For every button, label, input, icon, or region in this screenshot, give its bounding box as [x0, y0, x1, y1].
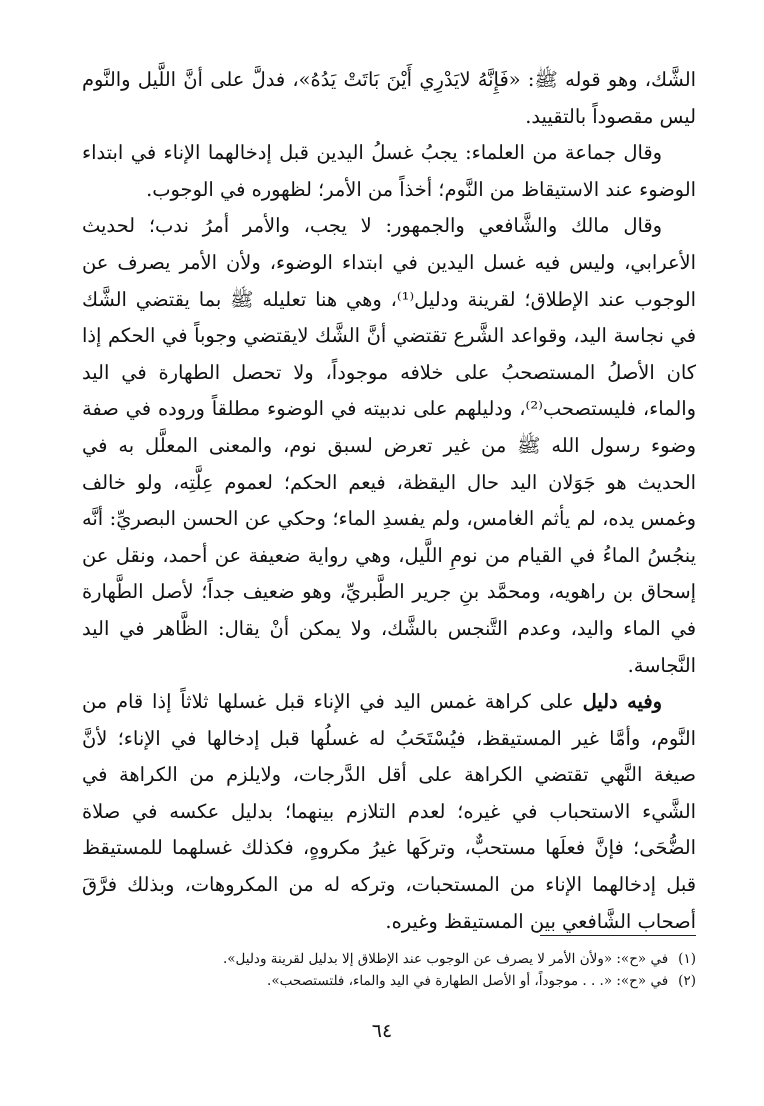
- paragraph-2: وقال جماعة من العلماء: يجبُ غسلُ اليدين قبل إدخالهما الإناء في ابتداء الوضوء عند الاستيقاظ من النَّوم؛ أخذاً من الأمر؛ لظهوره في الوجوب.: [82, 141, 696, 201]
- footnotes: [82, 948, 696, 992]
- footnote-separator: [540, 935, 696, 936]
- footnote-1-number: (١): [678, 951, 696, 967]
- footnote-2: [82, 970, 696, 992]
- footnote-1-text: في «ح»: «ولأن الأمر لا يصرف عن الوجوب عند الإطلاق إلا بدليل لقرينة ودليل».: [222, 951, 669, 967]
- footnote-1: [82, 948, 696, 970]
- footnote-2-text: في «ح»: «. . . موجوداً، أو الأصل الطهارة في اليد والماء، فلتستصحب».: [267, 973, 669, 989]
- paragraph-4-text: على كراهة غمس اليد في الإناء قبل غسلها ثلاثاً إذا قام من النَّوم، وأمَّا غير المستيقظ، فيُسْتَحَبُ له غسلُها قبل إدخالها في الإناء؛ لأنَّ صيغة النَّهي تقتضي الكراهة على أقل الدَّرجات، ولايلزم من الكراهة في الشَّيء الاستحباب في غيره؛ لعدم التلازم بينهما؛ بدليل عكسه في صلاة الضُّحَى؛ فإنَّ فعلَها مستحبٌّ، وتركَها غيرُ مكروهٍ، فكذلك غسلهما للمستيقظ قبل إدخالهما الإناء من المستحبات، وتركه له من المكروهات، وبذلك فرَّقَ أصحاب الشَّافعي بين المستيقظ وغيره.: [82, 690, 696, 933]
- page-number: ٦٤: [371, 1020, 393, 1042]
- paragraph-4: [82, 684, 696, 940]
- paragraph-4-lead: وفيه دليل: [582, 690, 662, 714]
- paragraph-1: الشَّك، وهو قوله ﷺ: «فَإِنَّهُ لايَدْرِي أَيْنَ بَاتَتْ يَدُهُ»، فدلَّ على أنَّ اللَّيل والنَّوم ليس مقصوداً بالتقييد.: [82, 68, 696, 128]
- footnote-2-number: (٢): [678, 973, 696, 989]
- page-body: [82, 62, 696, 940]
- paragraph-3: وقال مالك والشَّافعي والجمهور: لا يجب، والأمر أمرُ ندب؛ لحديث الأعرابي، وليس فيه غسل اليدين في ابتداء الوضوء، ولأن الأمر يصرف عن الوجوب عند الإطلاق؛ لقرينة ودليل⁽¹⁾، وهي هنا تعليله ﷺ بما يقتضي الشَّك في نجاسة اليد، وقواعد الشَّرع تقتضي أنَّ الشَّك لايقتضي وجوباً في الحكم إذا كان الأصلُ المستصحبُ على خلافه موجوداً، ولا تحصل الطهارة في اليد والماء، فليستصحب⁽²⁾، ودليلهم على ندبيته في الوضوء مطلقاً وروده في صفة وضوء رسول الله ﷺ من غير تعرض لسبق نوم، والمعنى المعلَّل به في الحديث هو جَوَلان اليد حال اليقظة، فيعم الحكم؛ لعموم عِلَّتِه، ولو خالف وغمس يده، لم يأثم الغامس، ولم يفسدِ الماء؛ وحكي عن الحسن البصريِّ: أنَّه ينجُسُ الماءُ في القيام من نومِ اللَّيل، وهي رواية ضعيفة عن أحمد، ونقل عن إسحاق بن راهويه، ومحمَّد بنِ جرير الطَّبريِّ، وهو ضعيف جداً؛ لأصل الطَّهارة في الماء واليد، وعدم التَّنجس بالشَّك، ولا يمكن أنْ يقال: الظَّاهر في اليد النَّجاسة.: [82, 214, 696, 677]
